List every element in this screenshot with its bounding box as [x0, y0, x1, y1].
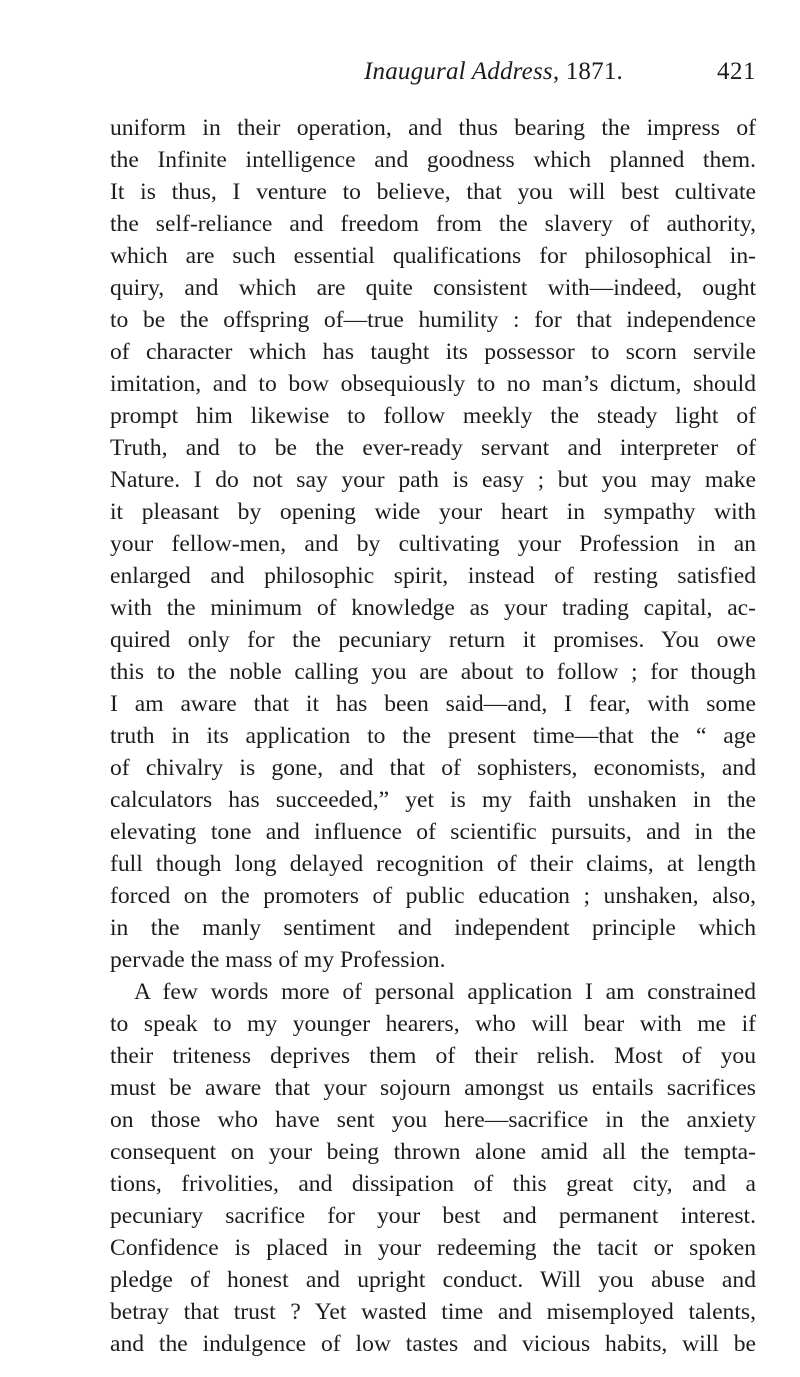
- text-line: elevating tone and influence of scientific pursuits, and in the: [110, 819, 756, 845]
- text-line: full though long delayed recognition of their claims, at length: [110, 851, 756, 877]
- book-page: [110, 52, 756, 1360]
- paragraph-end-line: pervade the mass of my Profession.: [110, 947, 446, 973]
- text-line: betray that trust ? Yet wasted time and misemployed talents,: [110, 1299, 756, 1325]
- text-line: of chivalry is gone, and that of sophisters, economists, and: [110, 755, 756, 781]
- text-line: uniform in their operation, and thus bearing the impress of: [110, 115, 756, 141]
- text-line: with the minimum of knowledge as your trading capital, ac-: [110, 595, 756, 621]
- text-line: quiry, and which are quite consistent with—indeed, ought: [110, 275, 756, 301]
- text-line: of character which has taught its possessor to scorn servile: [110, 339, 756, 365]
- running-title-text: Inaugural Address,: [364, 58, 560, 85]
- running-title: [364, 52, 623, 92]
- text-line: It is thus, I venture to believe, that you will best cultivate: [110, 179, 756, 205]
- text-line: enlarged and philosophic spirit, instead of resting satisfied: [110, 563, 756, 589]
- text-line: forced on the promoters of public education ; unshaken, also,: [110, 883, 756, 909]
- text-line: pecuniary sacrifice for your best and permanent interest.: [110, 1203, 756, 1229]
- running-head: [110, 52, 756, 92]
- text-line: in the manly sentiment and independent principle which: [110, 915, 756, 941]
- text-line: must be aware that your sojourn amongst us entails sacrifices: [110, 1075, 756, 1101]
- text-line: consequent on your being thrown alone amid all the tempta-: [110, 1139, 756, 1165]
- text-line: imitation, and to bow obsequiously to no man’s dictum, should: [110, 371, 756, 397]
- text-line: Nature. I do not say your path is easy ; but you may make: [110, 467, 756, 493]
- running-year: 1871.: [565, 58, 623, 85]
- text-line: your fellow-men, and by cultivating your Profession in an: [110, 531, 756, 557]
- text-line: this to the noble calling you are about to follow ; for though: [110, 659, 756, 685]
- text-line: the Infinite intelligence and goodness which planned them.: [110, 147, 756, 173]
- text-line: Truth, and to be the ever-ready servant and interpreter of: [110, 435, 756, 461]
- text-line: tions, frivolities, and dissipation of this great city, and a: [110, 1171, 756, 1197]
- text-line: quired only for the pecuniary return it promises. You owe: [110, 627, 756, 653]
- text-line: on those who have sent you here—sacrifice in the anxiety: [110, 1107, 756, 1133]
- text-line: to be the offspring of—true humility : for that independence: [110, 307, 756, 333]
- text-line: the self-reliance and freedom from the slavery of authority,: [110, 211, 756, 237]
- text-line: Confidence is placed in your redeeming the tacit or spoken: [110, 1235, 756, 1261]
- text-line: and the indulgence of low tastes and vicious habits, will be: [110, 1331, 756, 1357]
- text-line: truth in its application to the present time—that the “ age: [110, 723, 756, 749]
- body-text: [110, 112, 756, 1360]
- page-number: 421: [717, 58, 756, 85]
- paragraph-start-line: A few words more of personal application I am constrained: [134, 979, 756, 1005]
- text-line: calculators has succeeded,” yet is my faith unshaken in the: [110, 787, 756, 813]
- text-line: which are such essential qualifications for philosophical in-: [110, 243, 756, 269]
- text-line: pledge of honest and upright conduct. Will you abuse and: [110, 1267, 756, 1293]
- text-line: prompt him likewise to follow meekly the steady light of: [110, 403, 756, 429]
- text-line: it pleasant by opening wide your heart in sympathy with: [110, 499, 756, 525]
- text-line: to speak to my younger hearers, who will bear with me if: [110, 1011, 756, 1037]
- text-line: I am aware that it has been said—and, I fear, with some: [110, 691, 756, 717]
- text-line: their triteness deprives them of their relish. Most of you: [110, 1043, 756, 1069]
